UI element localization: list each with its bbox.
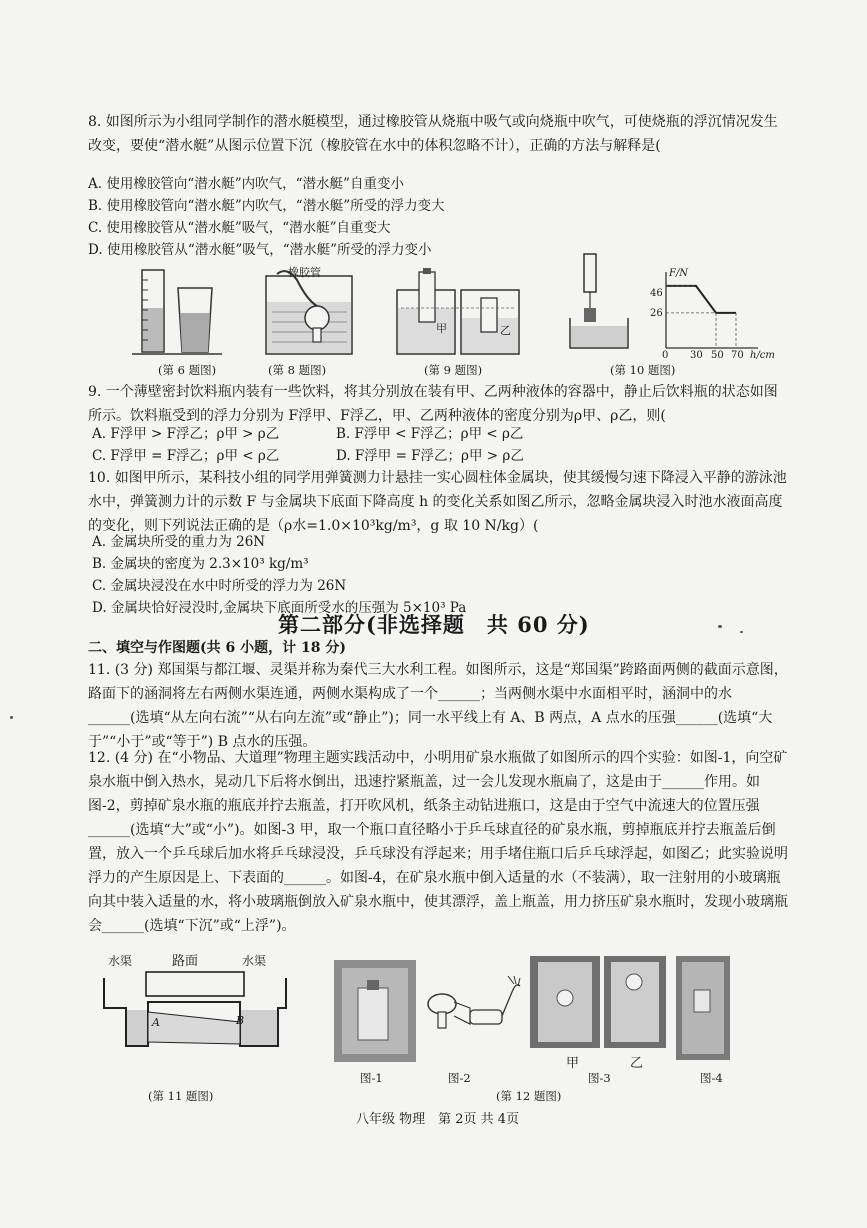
fig11-label-left-canal: 水渠 [108, 954, 133, 968]
q10-option-c: C. 金属块浸没在水中时所受的浮力为 26N [92, 578, 347, 594]
q8-option-c: C. 使用橡胶管从“潜水艇”吸气，“潜水艇”自重变大 [88, 220, 391, 236]
q10-option-b: B. 金属块的密度为 2.3×10³ kg/m³ [92, 556, 309, 572]
fig9-containers [393, 268, 523, 356]
q10-option-a: A. 金属块所受的重力为 26N [92, 534, 266, 550]
fig10-xtick-50: 50 [711, 350, 724, 361]
q11-text: 11. (3 分) 郑国渠与都江堰、灵渠并称为秦代三大水利工程。如图所示，这是“郑国渠”跨路面两侧的截面示意图，路面下的涵洞将左右两侧水渠连通，两侧水渠构成了一个______；当两侧水渠中水面相平时，涵洞中的水______(选填“从左向右流”“从右向左流”或“静止”)；同一水平线上有 A、B 两点，A 点水的压强______(选填“大于”“小于”或“等于”) B 点水的压强。 [88, 662, 788, 750]
fig12-label-yi: 乙 [630, 1056, 644, 1071]
q10-option-d: D. 金属块恰好浸没时,金属块下底面所受水的压强为 5×10³ Pa [92, 600, 467, 616]
q9-option-b: B. F浮甲 < F浮乙；ρ甲 < ρ乙 [336, 426, 524, 442]
fig12-photo-1 [334, 960, 416, 1062]
fig12-photo-3-yi [604, 956, 666, 1048]
fig10-caption: (第 10 题图) [610, 363, 676, 377]
part2-title: 第二部分(非选择题 共 60 分) [278, 612, 590, 637]
fig12-label-1: 图-1 [360, 1071, 383, 1085]
part2-heading: 二、填空与作图题(共 6 小题，计 18 分) [88, 640, 346, 656]
q8-option-b: B. 使用橡胶管向“潜水艇”内吹气，“潜水艇”所受的浮力变大 [88, 198, 445, 214]
fig6-caption: (第 6 题图) [158, 363, 217, 377]
fig11-label-right-canal: 水渠 [242, 954, 267, 968]
q8-stem: 8. 如图所示为小组同学制作的潜水艇模型，通过橡胶管从烧瓶中吸气或向烧瓶中吹气，可使烧瓶的浮沉情况发生改变，要使“潜水艇”从图示位置下沉（橡胶管在水中的体积忽略不计），正确的方法与解释是( [88, 114, 778, 154]
fig9-label-yi: 乙 [500, 324, 511, 337]
scan-speck [740, 631, 743, 633]
fig11-label-road: 路面 [172, 954, 199, 969]
q10-stem: 10. 如图甲所示，某科技小组的同学用弹簧测力计悬挂一实心圆柱体金属块，使其缓慢匀速下降浸入平静的游泳池水中，弹簧测力计的示数 F 与金属块下底面下降高度 h 的变化关系如图乙所示，忽略金属块浸入时池水液面高度的变化，则下列说法正确的是（ρ水=1.0×10³kg/m³，g 取 10 N/kg）( [88, 470, 787, 534]
fig11-point-b: B [236, 1014, 245, 1027]
fig6-cylinders [130, 268, 225, 358]
fig10-xtick-30: 30 [690, 350, 703, 361]
page-footer: 八年级 物理 第 2页 共 4页 [356, 1112, 520, 1127]
fig12-label-3: 图-3 [588, 1071, 611, 1085]
fig12-photo-4 [676, 956, 730, 1060]
fig12-label-2: 图-2 [448, 1071, 471, 1085]
fig9-label-jia: 甲 [436, 322, 447, 335]
fig8-submarine-model [262, 270, 357, 356]
fig10-xtick-70: 70 [731, 350, 744, 361]
scan-speck [10, 716, 13, 719]
fig12-caption: (第 12 题图) [496, 1089, 562, 1103]
fig10-ylabel: F/N [669, 268, 689, 279]
fig10-ytick-26: 26 [650, 308, 663, 319]
fig12-label-4: 图-4 [700, 1071, 723, 1085]
fig8-label-tube: 橡胶管 [288, 266, 321, 279]
fig10-ytick-46: 46 [650, 288, 663, 299]
q12-text: 12. (4 分) 在“小物品、大道理”物理主题实践活动中，小明用矿泉水瓶做了如图所示的四个实验：如图-1，向空矿泉水瓶中倒入热水，晃动几下后将水倒出，迅速拧紧瓶盖，过一会儿发现水瓶扁了，这是由于______作用。如图-2，剪掉矿泉水瓶的瓶底并拧去瓶盖，打开吹风机，纸条主动钻进瓶口，这是由于空气中流速大的位置压强______(选填“大”或“小”)。如图-3 甲，取一个瓶口直径略小于乒乓球直径的矿泉水瓶，剪掉瓶底并拧去瓶盖后倒置，放入一个乒乓球后加水将乒乓球浸没，乒乓球没有浮起来；用手堵住瓶口后乒乓球浮起，如图乙；此实验说明浮力的产生原因是上、下表面的______。如图-4，在矿泉水瓶中倒入适量的水（不装满），取一注射用的小玻璃瓶向其中装入适量的水，将小玻璃瓶倒放入矿泉水瓶中，使其漂浮，盖上瓶盖，用力挤压矿泉水瓶时，发现小玻璃瓶会______(选填“下沉”或“上浮”)。 [88, 750, 788, 934]
fig10-apparatus [568, 252, 630, 358]
fig10-xtick-0: 0 [662, 350, 669, 361]
fig12-label-jia: 甲 [566, 1056, 580, 1071]
fig12-sketch-2 [424, 972, 524, 1042]
fig10-xlabel: h/cm [750, 350, 775, 361]
fig11-caption: (第 11 题图) [148, 1089, 214, 1103]
fig12-photo-3-jia [530, 956, 600, 1048]
q8-option-a: A. 使用橡胶管向“潜水艇”内吹气，“潜水艇”自重变小 [88, 176, 404, 192]
q8-option-d: D. 使用橡胶管从“潜水艇”吸气，“潜水艇”所受的浮力变小 [88, 242, 432, 258]
q9-option-a: A. F浮甲 > F浮乙；ρ甲 > ρ乙 [92, 426, 280, 442]
q9-option-c: C. F浮甲 = F浮乙；ρ甲 < ρ乙 [92, 448, 280, 464]
fig11-point-a: A [152, 1016, 160, 1029]
scan-speck [718, 625, 722, 628]
q9-stem: 9. 一个薄壁密封饮料瓶内装有一些饮料，将其分别放在装有甲、乙两种液体的容器中，静止后饮料瓶的状态如图所示。饮料瓶受到的浮力分别为 F浮甲、F浮乙，甲、乙两种液体的密度分别为ρ甲、ρ乙，则( [88, 384, 778, 424]
fig9-caption: (第 9 题图) [424, 363, 483, 377]
fig8-caption: (第 8 题图) [268, 363, 327, 377]
q9-option-d: D. F浮甲 = F浮乙；ρ甲 > ρ乙 [336, 448, 524, 464]
fig10-chart [648, 268, 768, 358]
